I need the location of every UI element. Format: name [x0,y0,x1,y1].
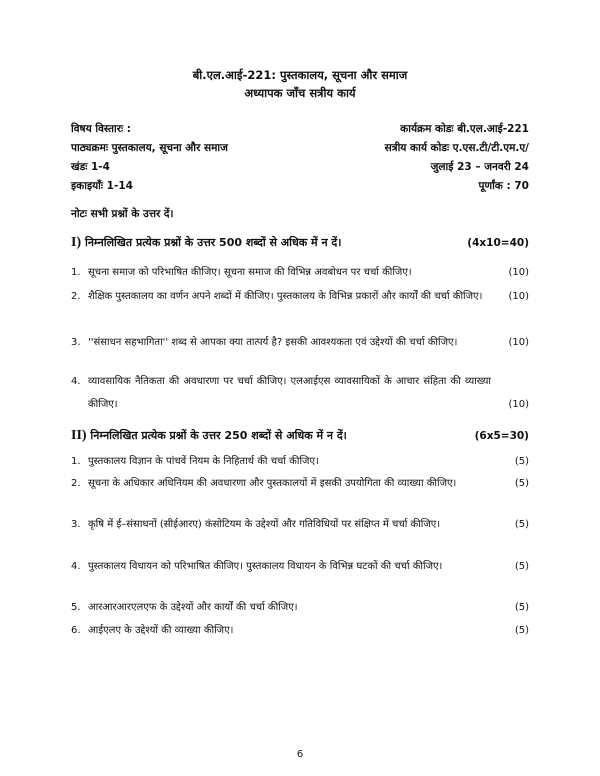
question-marks: (5) [514,602,529,613]
meta-session: जुलाई 23 – जनवरी 24 [430,161,529,173]
meta-max-marks: पूर्णांक : 70 [478,180,529,192]
question-number: 5. [71,602,81,613]
section-instruction: निम्नलिखित प्रत्येक प्रश्नों के उत्तर 500 शब्दों से अधिक में न दें। [84,236,342,249]
question-marks: (5) [514,478,529,489]
question-text: ''संसाधन सहभागिता'' शब्द से आपका क्या तात्पर्य है? इसकी आवश्यकता एवं उद्देश्यों की चर्चा कीजिए। [88,337,458,348]
question-item [71,555,529,578]
question-item [71,596,529,619]
question-text: कृषि में ई–संसाधनों (सीईआरए) कंसोटियम के उद्देश्यों और गतिविधियों पर संक्षिप्त में चर्चा कीजिए। [88,519,441,530]
question-number: 6. [71,625,81,636]
question-marks: (5) [514,561,529,572]
question-marks: (5) [514,456,529,467]
section-marks: (4x10=40) [467,237,529,249]
meta-units: इकाइयाँः 1-14 [71,180,133,192]
question-number: 2. [71,291,81,302]
section-heading [71,428,529,444]
question-marks: (10) [508,291,529,302]
question-text: पुस्तकालय विधायन को परिभाषित कीजिए। पुस्तकालय विधायन के विभिन्न घटकों की चर्चा कीजिए। [88,561,443,572]
question-marks: (10) [508,337,529,348]
question-number: 4. [71,561,81,572]
question-text: शैक्षिक पुस्तकालय का वर्णन अपने शब्दों में कीजिए। पुस्तकालय के विभिन्न प्रकारों और कार्यों की चर्चा कीजिए। [88,291,483,302]
document-title: बी.एल.आई-221: पुस्तकालय, सूचना और समाज [192,68,408,82]
meta-assignment-code: सत्रीय कार्य कोडः ए.एस.टी/टी.एम.ए/ [384,142,529,154]
note: नोटः सभी प्रश्नों के उत्तर दें। [71,208,174,220]
question-number: 3. [71,519,81,530]
question-number: 4. [71,376,81,387]
question-item [71,619,529,642]
question-marks: (10) [508,399,529,410]
question-item [71,513,529,536]
question-number: 1. [71,267,81,278]
question-number: 3. [71,337,81,348]
question-item [71,285,529,308]
meta-programme-code: कार्यक्रम कोडः बी.एल.आई-221 [400,123,529,135]
meta-subject-label: विषय विस्तारः : [71,123,131,135]
section-instruction: निम्नलिखित प्रत्येक प्रश्नों के उत्तर 250 शब्दों से अधिक में न दें। [90,429,347,442]
question-text: सूचना के अधिकार अधिनियम की अवधारणा और पुस्तकालयों में इसकी उपयोगिता की व्याख्या कीजिए। [88,478,457,489]
section-number: I) [71,235,82,250]
question-marks: (10) [508,267,529,278]
page-number: 6 [296,749,304,760]
question-text: सूचना समाज को परिभाषित कीजिए। सूचना समाज की विभिन्न अवबोधन पर चर्चा कीजिए। [88,267,412,278]
question-text: आईएलए के उद्देश्यों की व्याख्या कीजिए। [88,625,234,636]
question-number: 2. [71,478,81,489]
meta-course: पाठ्यक्रमः पुस्तकालय, सूचना और समाज [71,142,228,154]
question-item [71,472,529,495]
question-text: व्यावसायिक नैतिकता की अवधारणा पर चर्चा कीजिए। एलआईएस व्यावसायिकों के आचार संहिता की व्याख्या कीजिए। [88,376,491,410]
document-subtitle: अध्यापक जाँच सत्रीय कार्य [244,86,356,100]
question-text: आरआरआरएलएफ के उद्देश्यों और कार्यों की चर्चा कीजिए। [88,602,298,613]
question-item [71,450,529,473]
question-item [71,331,529,354]
section-marks: (6x5=30) [474,430,529,442]
meta-blocks: खंडः 1-4 [71,161,110,173]
section-heading [71,235,529,251]
question-item [71,370,529,416]
question-number: 1. [71,456,81,467]
question-item [71,261,529,284]
question-text: पुस्तकालय विज्ञान के पांचवें नियम के निहितार्थ की चर्चा कीजिए। [88,456,319,467]
question-marks: (5) [514,625,529,636]
question-marks: (5) [514,519,529,530]
section-number: II) [71,428,87,443]
